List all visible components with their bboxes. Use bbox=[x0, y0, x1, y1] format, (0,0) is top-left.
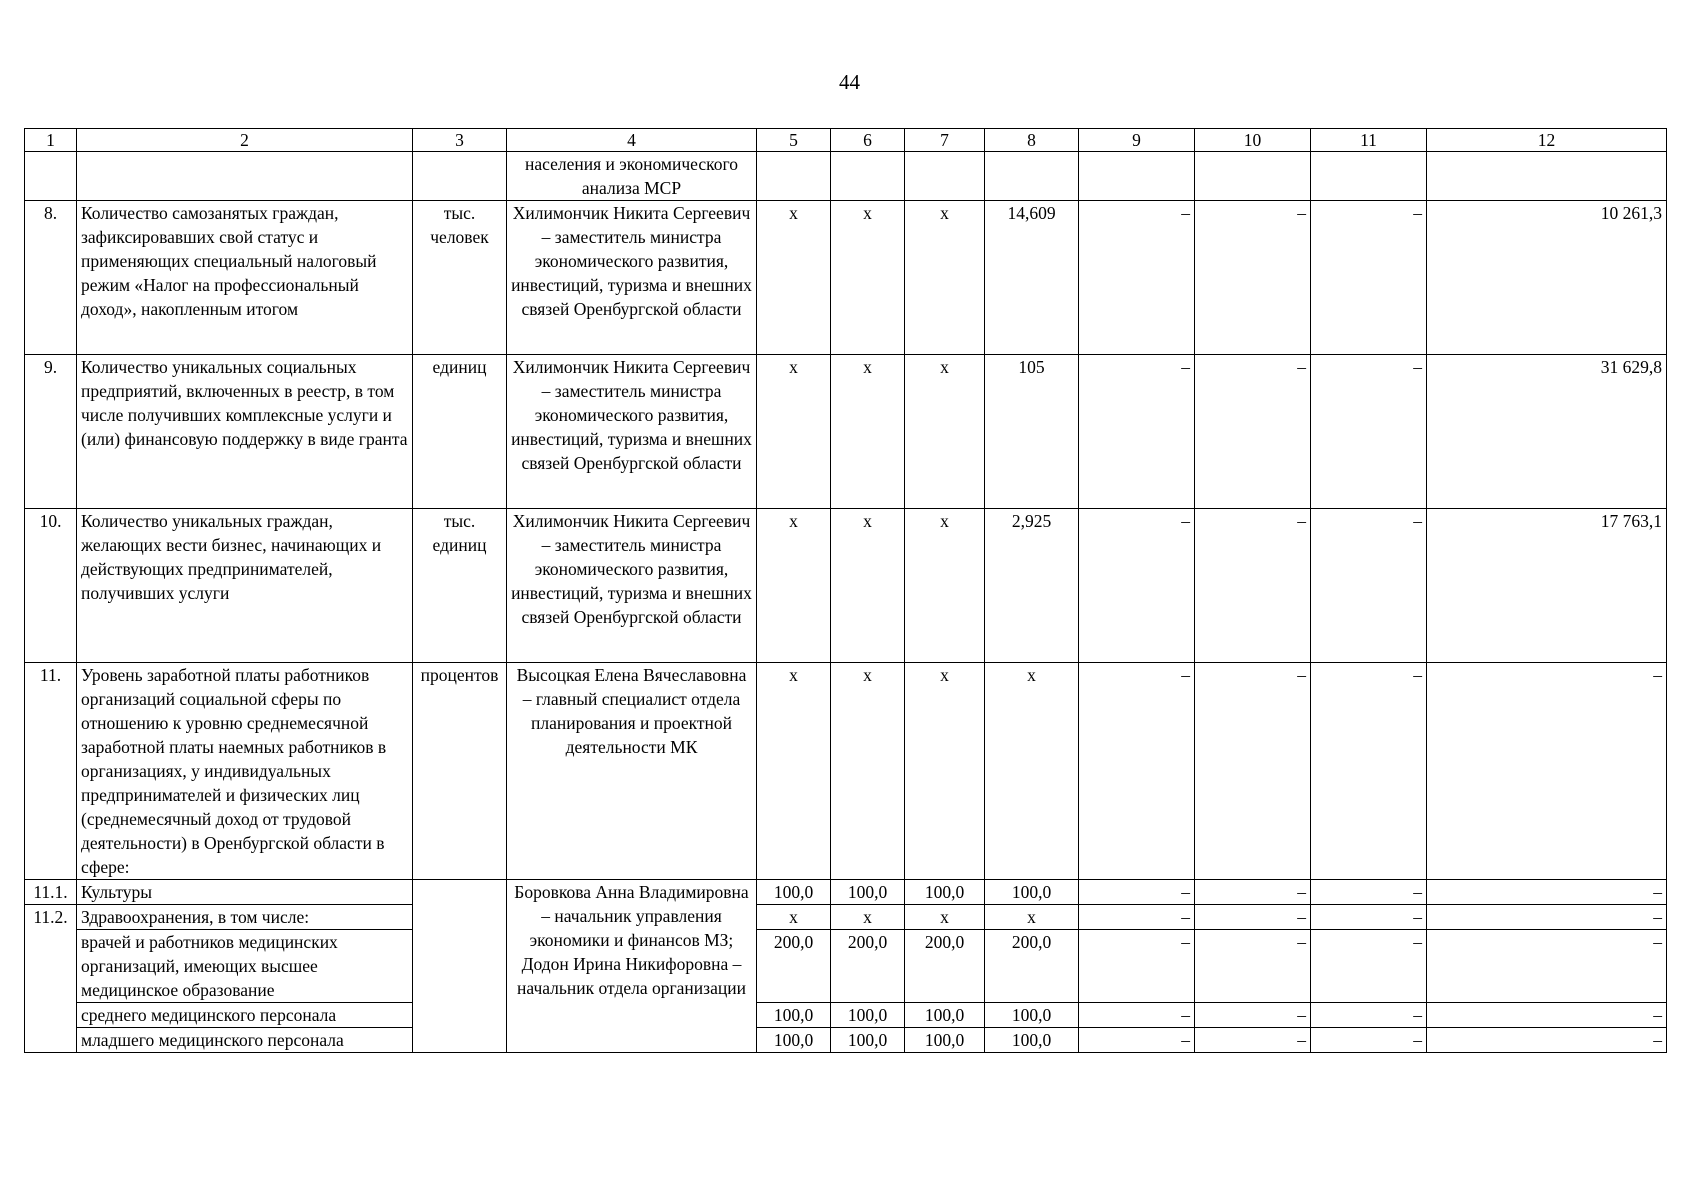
value-cell: 100,0 bbox=[985, 880, 1079, 905]
value-cell: – bbox=[1311, 1003, 1427, 1028]
column-number-cell: 9 bbox=[1079, 129, 1195, 152]
value-cell: 100,0 bbox=[757, 880, 831, 905]
value-cell: 100,0 bbox=[757, 1003, 831, 1028]
value-cell: – bbox=[1311, 663, 1427, 880]
value-cell: – bbox=[1427, 880, 1667, 905]
value-cell: 100,0 bbox=[905, 1028, 985, 1053]
value-cell: 14,609 bbox=[985, 201, 1079, 355]
table-row bbox=[25, 880, 1667, 905]
value-cell: 200,0 bbox=[831, 930, 905, 1003]
value-cell: – bbox=[1195, 905, 1311, 930]
row-number: 8. bbox=[25, 201, 77, 355]
value-cell: – bbox=[1079, 509, 1195, 663]
value-cell: – bbox=[1195, 1003, 1311, 1028]
row-number: 10. bbox=[25, 509, 77, 663]
value-cell: х bbox=[985, 905, 1079, 930]
value-cell: – bbox=[1079, 930, 1195, 1003]
value-cell: – bbox=[1079, 1028, 1195, 1053]
column-number-cell: 11 bbox=[1311, 129, 1427, 152]
value-cell: 100,0 bbox=[905, 1003, 985, 1028]
value-cell: х bbox=[831, 355, 905, 509]
value-cell: 100,0 bbox=[831, 1003, 905, 1028]
value-cell: – bbox=[1311, 930, 1427, 1003]
indicator-name: среднего медицинского персонала bbox=[77, 1003, 413, 1028]
value-cell: х bbox=[905, 905, 985, 930]
unit-cell: процентов bbox=[413, 663, 507, 880]
value-cell: х bbox=[757, 509, 831, 663]
value-cell: х bbox=[905, 201, 985, 355]
value-cell: 200,0 bbox=[905, 930, 985, 1003]
indicator-name: Здравоохранения, в том числе: bbox=[77, 905, 413, 930]
value-cell: – bbox=[1079, 355, 1195, 509]
value-cell: – bbox=[1311, 509, 1427, 663]
value-cell: 2,925 bbox=[985, 509, 1079, 663]
value-cell: 100,0 bbox=[831, 1028, 905, 1053]
unit-cell: тыс. человек bbox=[413, 201, 507, 355]
page-number: 44 bbox=[839, 70, 860, 94]
value-cell: х bbox=[831, 509, 905, 663]
unit-cell: единиц bbox=[413, 355, 507, 509]
responsible-cell: Хилимончик Никита Сергеевич – заместитель министра экономического развития, инвестиций, туризма и внешних связей Оренбургской области bbox=[507, 201, 757, 355]
value-cell: – bbox=[1079, 880, 1195, 905]
value-cell: х bbox=[831, 201, 905, 355]
value-cell: – bbox=[1079, 1003, 1195, 1028]
unit-cell: тыс. единиц bbox=[413, 509, 507, 663]
indicator-name: Количество самозанятых граждан, зафиксировавших свой статус и применяющих специальный налоговый режим «Налог на профессиональный доход», накопленным итогом bbox=[77, 201, 413, 355]
value-cell: – bbox=[1195, 930, 1311, 1003]
column-number-cell: 10 bbox=[1195, 129, 1311, 152]
value-cell: – bbox=[1195, 880, 1311, 905]
value-cell: х bbox=[757, 905, 831, 930]
table-row bbox=[25, 663, 1667, 880]
table-row bbox=[25, 930, 1667, 1003]
value-cell: – bbox=[1195, 201, 1311, 355]
value-cell: – bbox=[1195, 355, 1311, 509]
value-cell: – bbox=[1195, 1028, 1311, 1053]
table-row bbox=[25, 201, 1667, 355]
value-cell: – bbox=[1427, 663, 1667, 880]
value-cell: – bbox=[1427, 905, 1667, 930]
responsible-cell: Высоцкая Елена Вячеславовна – главный специалист отдела планирования и проектной деятельности МК bbox=[507, 663, 757, 880]
value-cell: – bbox=[1195, 663, 1311, 880]
row-number: 11.1. bbox=[25, 880, 77, 905]
responsible-cell: Хилимончик Никита Сергеевич – заместитель министра экономического развития, инвестиций, туризма и внешних связей Оренбургской области bbox=[507, 355, 757, 509]
indicator-name: младшего медицинского персонала bbox=[77, 1028, 413, 1053]
column-number-cell: 8 bbox=[985, 129, 1079, 152]
value-cell: х bbox=[905, 355, 985, 509]
value-cell: х bbox=[985, 663, 1079, 880]
value-cell: х bbox=[831, 663, 905, 880]
table-row bbox=[25, 1003, 1667, 1028]
value-cell: 100,0 bbox=[757, 1028, 831, 1053]
value-cell: – bbox=[1079, 201, 1195, 355]
value-cell: 100,0 bbox=[831, 880, 905, 905]
table-row bbox=[25, 355, 1667, 509]
value-cell: – bbox=[1079, 663, 1195, 880]
column-number-cell: 5 bbox=[757, 129, 831, 152]
value-cell: х bbox=[831, 905, 905, 930]
row-number: 9. bbox=[25, 355, 77, 509]
value-cell: 10 261,3 bbox=[1427, 201, 1667, 355]
value-cell: – bbox=[1311, 905, 1427, 930]
indicator-name: Уровень заработной платы работников организаций социальной сферы по отношению к уровню среднемесячной заработной платы наемных работников в организациях, у индивидуальных предпринимателей и физических лиц (среднемесячный доход от трудовой деятельности) в Оренбургской области в сфере: bbox=[77, 663, 413, 880]
table-row bbox=[25, 1028, 1667, 1053]
value-cell: 200,0 bbox=[757, 930, 831, 1003]
table-row bbox=[25, 905, 1667, 930]
indicators-table bbox=[24, 128, 1667, 1053]
value-cell: – bbox=[1311, 1028, 1427, 1053]
value-cell: 100,0 bbox=[985, 1028, 1079, 1053]
responsible-cell: Боровкова Анна Владимировна – начальник управления экономики и финансов МЗ; Додон Ирина Никифоровна – начальник отдела организации bbox=[507, 880, 757, 1053]
indicator-name: Количество уникальных социальных предприятий, включенных в реестр, в том числе получивших комплексные услуги и (или) финансовую поддержку в виде гранта bbox=[77, 355, 413, 509]
value-cell: – bbox=[1195, 509, 1311, 663]
value-cell: – bbox=[1427, 930, 1667, 1003]
column-number-cell: 3 bbox=[413, 129, 507, 152]
column-number-cell: 7 bbox=[905, 129, 985, 152]
value-cell: х bbox=[905, 663, 985, 880]
value-cell: 17 763,1 bbox=[1427, 509, 1667, 663]
responsible-cell: населения и экономического анализа МСР bbox=[507, 152, 757, 201]
indicator-name: врачей и работников медицинских организаций, имеющих высшее медицинское образование bbox=[77, 930, 413, 1003]
value-cell: х bbox=[757, 663, 831, 880]
column-number-cell: 12 bbox=[1427, 129, 1667, 152]
value-cell: 105 bbox=[985, 355, 1079, 509]
value-cell: х bbox=[757, 355, 831, 509]
column-number-cell: 1 bbox=[25, 129, 77, 152]
table-row bbox=[25, 509, 1667, 663]
unit-cell bbox=[413, 880, 507, 1053]
value-cell: х bbox=[757, 201, 831, 355]
continuation-row bbox=[25, 152, 1667, 201]
value-cell: – bbox=[1311, 355, 1427, 509]
value-cell: х bbox=[905, 509, 985, 663]
value-cell: – bbox=[1311, 880, 1427, 905]
value-cell: 200,0 bbox=[985, 930, 1079, 1003]
value-cell: – bbox=[1427, 1028, 1667, 1053]
column-number-cell: 6 bbox=[831, 129, 905, 152]
value-cell: 31 629,8 bbox=[1427, 355, 1667, 509]
column-number-cell: 4 bbox=[507, 129, 757, 152]
value-cell: – bbox=[1427, 1003, 1667, 1028]
column-number-cell: 2 bbox=[77, 129, 413, 152]
value-cell: – bbox=[1079, 905, 1195, 930]
row-number: 11. bbox=[25, 663, 77, 880]
responsible-cell: Хилимончик Никита Сергеевич – заместитель министра экономического развития, инвестиций, туризма и внешних связей Оренбургской области bbox=[507, 509, 757, 663]
value-cell: – bbox=[1311, 201, 1427, 355]
value-cell: 100,0 bbox=[985, 1003, 1079, 1028]
column-number-row bbox=[25, 129, 1667, 152]
value-cell: 100,0 bbox=[905, 880, 985, 905]
indicator-name: Культуры bbox=[77, 880, 413, 905]
row-number: 11.2. bbox=[25, 905, 77, 1053]
indicator-name: Количество уникальных граждан, желающих вести бизнес, начинающих и действующих предпринимателей, получивших услуги bbox=[77, 509, 413, 663]
